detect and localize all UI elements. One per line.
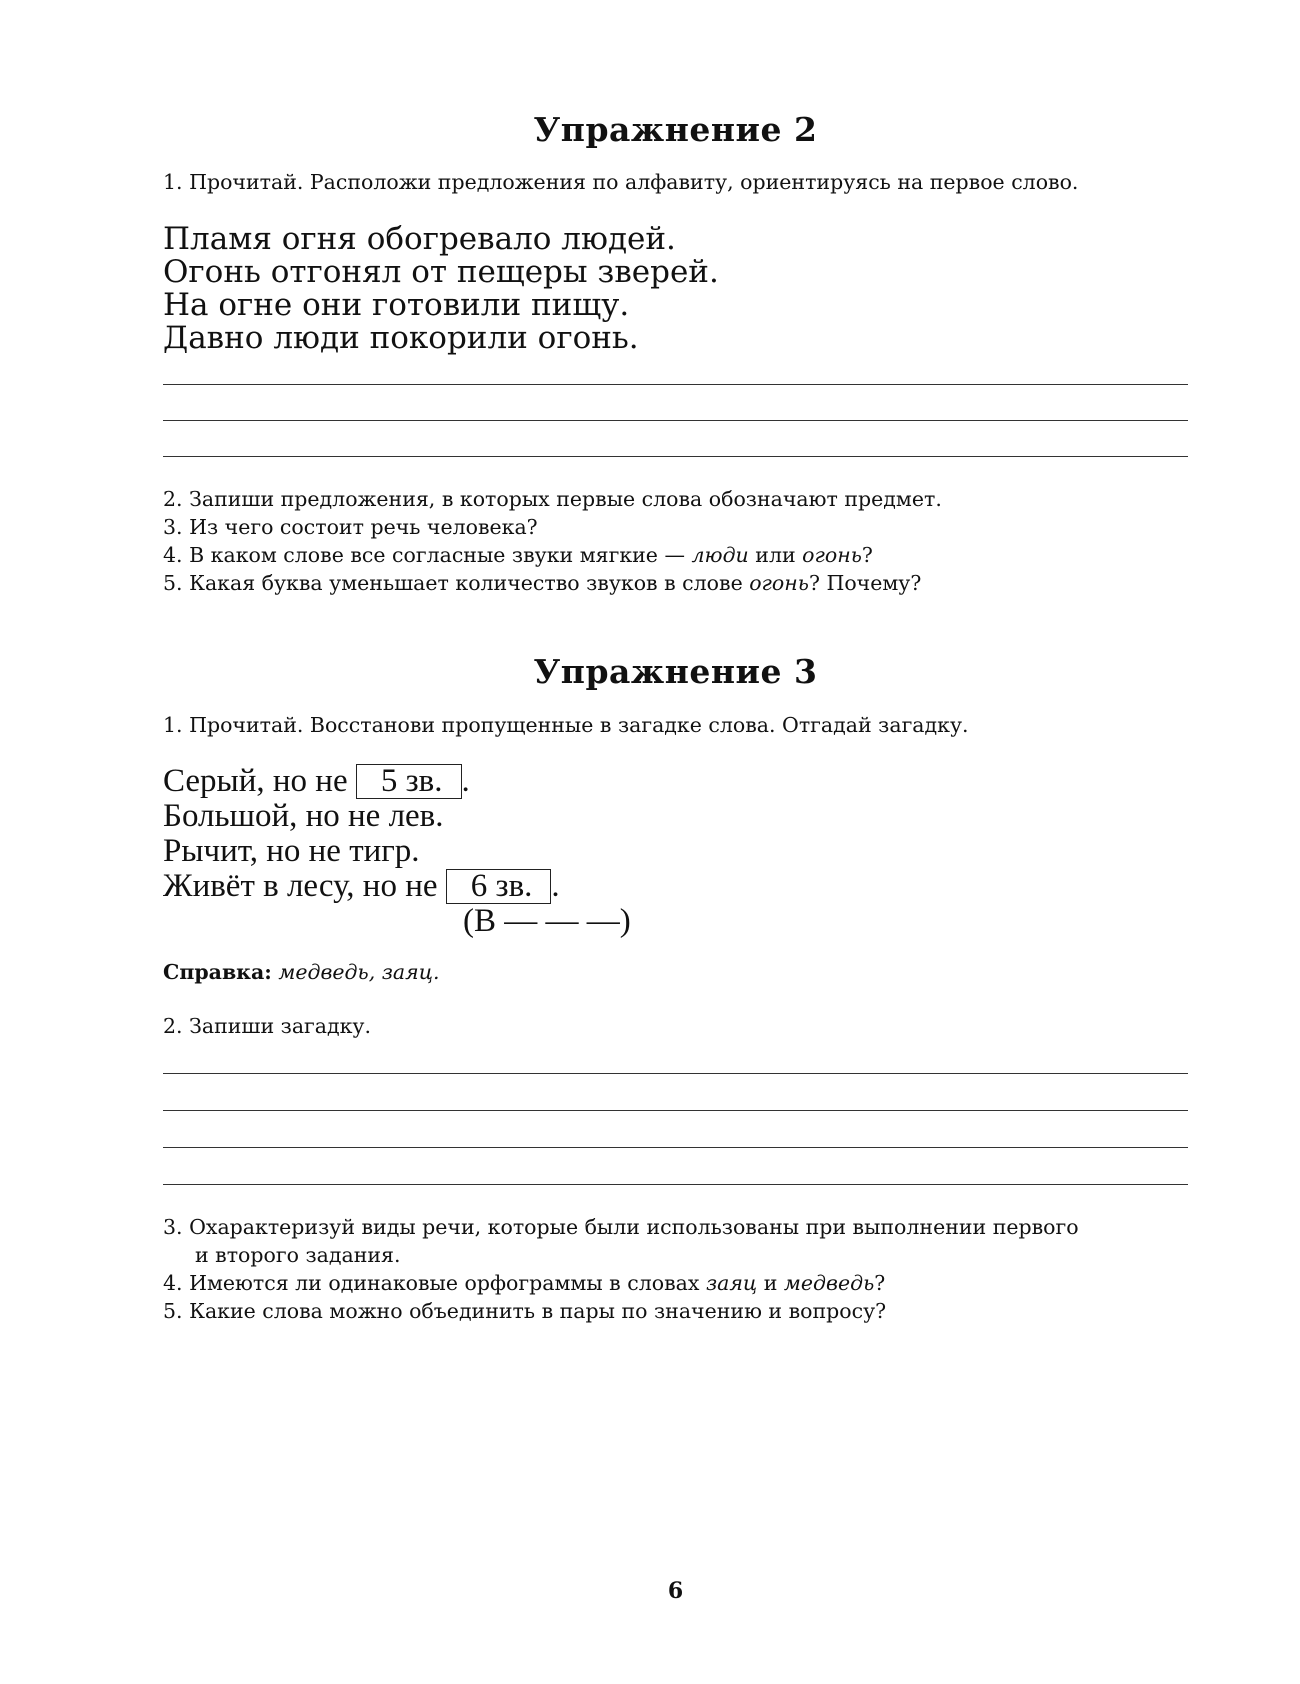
exercise-3-task-3	[163, 1213, 1079, 1242]
exercise-2-task-1: 1. Прочитай. Расположи предложения по алфавиту, ориентируясь на первое слово.	[163, 170, 1079, 194]
workbook-page	[163, 0, 1188, 1684]
riddle-line-3: Рычит, но не тигр.	[163, 833, 420, 869]
writing-line[interactable]	[163, 1184, 1188, 1185]
riddle-text: Живёт в лесу, но не	[163, 868, 446, 904]
task-text: 4. Имеются ли одинаковые орфограммы в словах	[163, 1271, 706, 1295]
reference-words: медведь, заяц.	[271, 960, 440, 984]
exercise-2-title: Упражнение 2	[533, 110, 818, 149]
reference-note	[163, 958, 440, 987]
writing-line[interactable]	[163, 456, 1188, 457]
exercise-3-title: Упражнение 3	[533, 652, 818, 691]
exercise-3-task-5: 5. Какие слова можно объединить в пары по значению и вопросу?	[163, 1299, 887, 1323]
letter-count-box[interactable]: 6 зв.	[446, 869, 552, 904]
task-text: или	[748, 543, 803, 567]
letter-count-box[interactable]: 5 зв.	[356, 764, 462, 799]
riddle-text: .	[551, 868, 560, 904]
task-text: 4. В каком слове все согласные звуки мягкие —	[163, 543, 692, 567]
exercise-3-task-3-continued: и второго задания.	[195, 1243, 401, 1267]
riddle-answer-hint: (В — — —)	[463, 903, 631, 939]
italic-word: заяц	[705, 1271, 758, 1295]
task-text: ?	[861, 543, 873, 567]
riddle-line-4	[163, 869, 560, 904]
italic-word: люди	[691, 543, 749, 567]
sentence-1: Пламя огня обогревало людей.	[163, 221, 676, 257]
exercise-2-task-3: 3. Из чего состоит речь человека?	[163, 515, 538, 539]
writing-line[interactable]	[163, 384, 1188, 385]
task-text: 5. Какая буква уменьшает количество звуков в слове	[163, 571, 750, 595]
riddle-line-1	[163, 764, 470, 799]
task-text: 3. Охарактеризуй виды речи, которые были использованы при выполнении первого	[163, 1215, 1079, 1239]
sentence-2: Огонь отгонял от пещеры зверей.	[163, 254, 719, 290]
italic-word: медведь	[783, 1271, 875, 1295]
sentence-4: Давно люди покорили огонь.	[163, 320, 639, 356]
page-number: 6	[667, 1578, 684, 1604]
writing-line[interactable]	[163, 420, 1188, 421]
exercise-2-task-5	[163, 569, 921, 598]
riddle-line-2: Большой, но не лев.	[163, 798, 444, 834]
exercise-2-task-2: 2. Запиши предложения, в которых первые слова обозначают предмет.	[163, 487, 942, 511]
writing-line[interactable]	[163, 1147, 1188, 1148]
writing-line[interactable]	[163, 1073, 1188, 1074]
riddle-text: Серый, но не	[163, 763, 356, 799]
italic-word: огонь	[749, 571, 809, 595]
exercise-3-task-2: 2. Запиши загадку.	[163, 1014, 372, 1038]
sentence-3: На огне они готовили пищу.	[163, 287, 630, 323]
task-text: и	[757, 1271, 784, 1295]
exercise-3-task-4	[163, 1269, 885, 1298]
riddle-text: .	[461, 763, 470, 799]
exercise-3-task-1: 1. Прочитай. Восстанови пропущенные в загадке слова. Отгадай загадку.	[163, 713, 969, 737]
italic-word: огонь	[802, 543, 862, 567]
exercise-2-task-4	[163, 541, 873, 570]
reference-label: Справка:	[163, 960, 272, 984]
task-text: ?	[874, 1271, 886, 1295]
writing-line[interactable]	[163, 1110, 1188, 1111]
task-text: ? Почему?	[808, 571, 922, 595]
